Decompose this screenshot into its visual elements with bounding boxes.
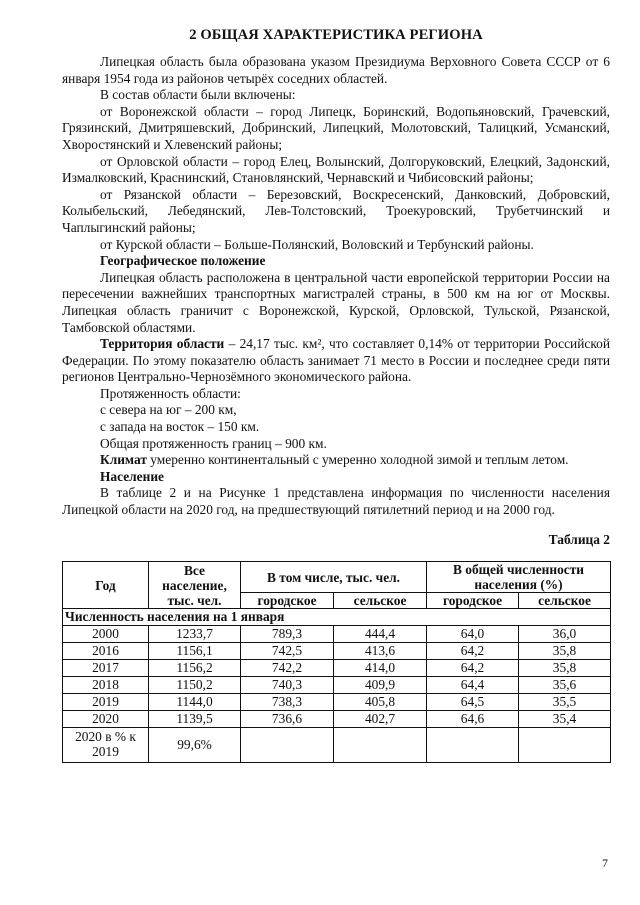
cell-urban-pct: 64,6: [427, 711, 519, 728]
cell-urban: 736,6: [241, 711, 334, 728]
table-row: [63, 643, 611, 660]
paragraph-kursk: от Курской области – Больше-Полянский, Воловский и Тербунский районы.: [100, 236, 534, 252]
cell-year: 2018: [63, 677, 149, 694]
header-rural: сельское: [334, 593, 427, 609]
cell-total: 1156,1: [149, 643, 241, 660]
paragraph-included: В состав области были включены:: [100, 87, 296, 103]
extent-title: Протяженность области:: [100, 385, 241, 401]
paragraph-ryazan: от Рязанской области – Березовский, Воскресенский, Данковский, Добровский, Колыбельский, Лебедянский, Лев-Толстовский, Троекуровский, Трубетчинский и Чаплыгинский районы;: [62, 186, 610, 235]
cell-urban: 740,3: [241, 677, 334, 694]
paragraph-voronezh: от Воронежской области – город Липецк, Боринский, Водопьяновский, Грачевский, Грязинский, Дмитряшевский, Добринский, Липецкий, Молотовский, Талицкий, Усманский, Хворостянский и Хлевенский районы;: [62, 103, 610, 152]
territory-text: – 24,17 тыс. км², что составляет 0,14% от территории Российской Федерации. По этому показателю область занимает 71 место в России и последнее среди пяти регионов Центрально-Чернозёмного экономического района.: [62, 336, 611, 385]
cell-total: 1144,0: [149, 694, 241, 711]
paragraph-formation: Липецкая область была образована указом Президиума Верховного Совета СССР от 6 января 1954 года из районов четырёх соседних областей.: [62, 54, 610, 86]
cell-rural: 444,4: [334, 626, 427, 643]
table-row: [63, 677, 611, 694]
paragraph-geography: Липецкая область расположена в центральной части европейской территории России на пересечении важнейших транспортных магистралей страны, в 500 км на юг от Москвы. Липецкая область граничит с Воронежской, Курской, Орловской, Тульской, Рязанской, Тамбовской областями.: [62, 269, 610, 335]
cell-rural-pct: 35,8: [519, 660, 611, 677]
cell-rural: 409,9: [334, 677, 427, 694]
subheading-population: Население: [100, 468, 164, 484]
paragraph-population: В таблице 2 и на Рисунке 1 представлена информация по численности населения Липецкой области на 2020 год, на предшествующий пятилетний период и на 2000 год.: [62, 485, 610, 518]
cell-rural: 414,0: [334, 660, 427, 677]
extent-west-east: с запада на восток – 150 км.: [100, 419, 260, 435]
population-table: [62, 561, 611, 763]
header-share: В общей численности населения (%): [427, 562, 611, 593]
cell-empty: [241, 728, 334, 763]
cell-urban-pct: 64,2: [427, 643, 519, 660]
paragraph-orel: от Орловской области – город Елец, Волынский, Долгоруковский, Елецкий, Задонский, Измалковский, Краснинский, Становлянский, Чернавский и Чибисовский районы;: [62, 153, 610, 186]
cell-rural-pct: 35,5: [519, 694, 611, 711]
cell-rural: 413,6: [334, 643, 427, 660]
header-urban-pct: городское: [427, 593, 519, 609]
section-heading: 2 ОБЩАЯ ХАРАКТЕРИСТИКА РЕГИОНА: [189, 27, 483, 43]
cell-urban-pct: 64,5: [427, 694, 519, 711]
cell-year: 2000: [63, 626, 149, 643]
cell-total: 1150,2: [149, 677, 241, 694]
document-page: [62, 26, 610, 763]
cell-urban-pct: 64,0: [427, 626, 519, 643]
table-row-change: [63, 728, 611, 763]
header-including: В том числе, тыс. чел.: [241, 562, 427, 593]
cell-year: 2017: [63, 660, 149, 677]
cell-urban-pct: 64,2: [427, 660, 519, 677]
header-urban: городское: [241, 593, 334, 609]
cell-year-change: 2020 в % к 2019: [63, 728, 149, 763]
climate-label: Климат: [100, 452, 147, 468]
paragraph-climate: [62, 452, 610, 469]
cell-year: 2020: [63, 711, 149, 728]
cell-urban: 742,5: [241, 643, 334, 660]
climate-text: умеренно континентальный с умеренно холодной зимой и теплым летом.: [146, 452, 569, 468]
cell-urban: 789,3: [241, 626, 334, 643]
page-number: 7: [602, 856, 608, 870]
cell-rural-pct: 35,4: [519, 711, 611, 728]
territory-label: Территория области: [100, 336, 225, 352]
cell-urban-pct: 64,4: [427, 677, 519, 694]
header-rural-pct: сельское: [519, 593, 611, 609]
table-section-title: Численность населения на 1 января: [63, 609, 611, 626]
table-row: [63, 626, 611, 643]
cell-year: 2019: [63, 694, 149, 711]
cell-empty: [334, 728, 427, 763]
cell-total: 1233,7: [149, 626, 241, 643]
cell-rural: 405,8: [334, 694, 427, 711]
table-caption: Таблица 2: [548, 531, 610, 547]
table-row: [63, 660, 611, 677]
cell-rural-pct: 36,0: [519, 626, 611, 643]
cell-rural-pct: 35,8: [519, 643, 611, 660]
table-row: [63, 694, 611, 711]
header-total: Все население, тыс. чел.: [149, 562, 241, 609]
cell-year: 2016: [63, 643, 149, 660]
extent-border: Общая протяженность границ – 900 км.: [100, 435, 327, 451]
cell-rural: 402,7: [334, 711, 427, 728]
cell-urban: 742,2: [241, 660, 334, 677]
cell-total: 1139,5: [149, 711, 241, 728]
table-row: [63, 711, 611, 728]
cell-empty: [427, 728, 519, 763]
cell-rural-pct: 35,6: [519, 677, 611, 694]
cell-empty: [519, 728, 611, 763]
extent-north-south: с севера на юг – 200 км,: [100, 402, 237, 418]
header-year: Год: [63, 562, 149, 609]
cell-total-change: 99,6%: [149, 728, 241, 763]
subheading-geography: Географическое положение: [100, 253, 266, 269]
paragraph-territory: [62, 336, 610, 386]
cell-urban: 738,3: [241, 694, 334, 711]
cell-total: 1156,2: [149, 660, 241, 677]
